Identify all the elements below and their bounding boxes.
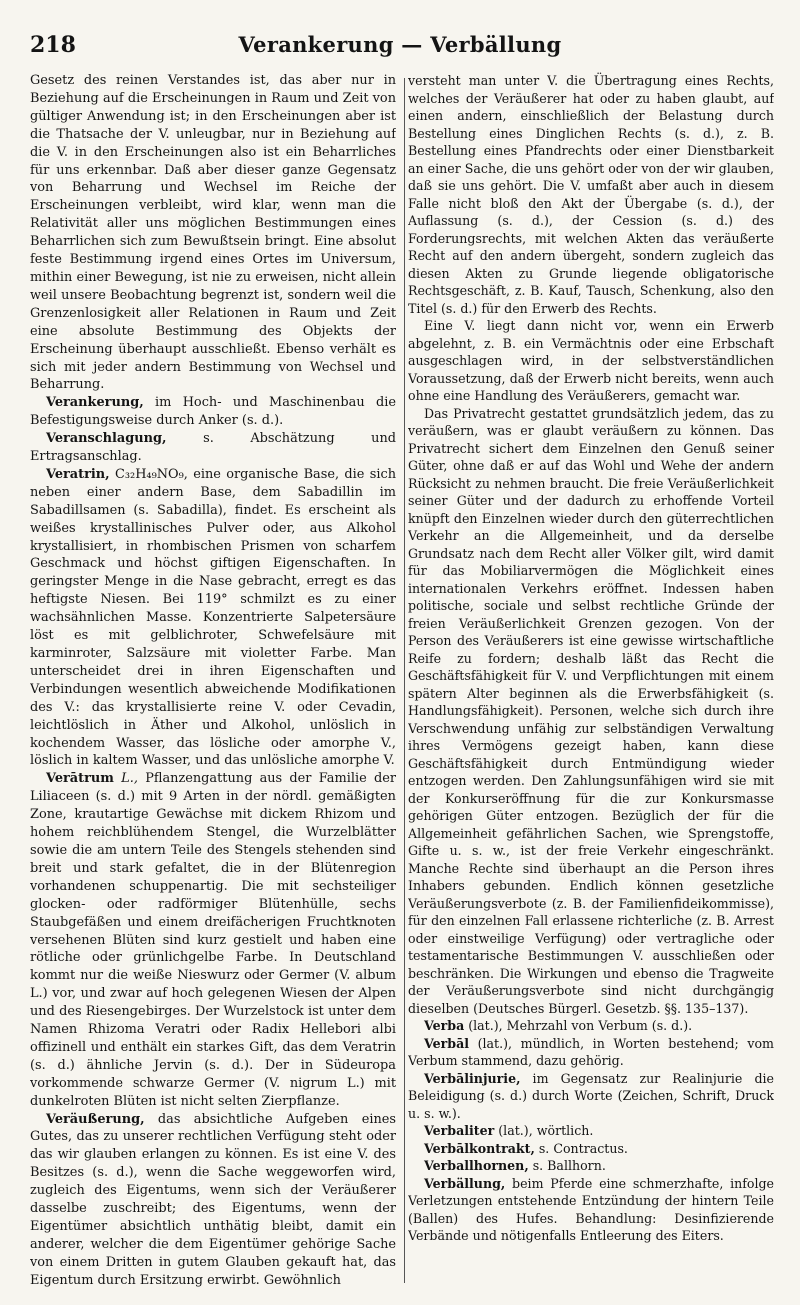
entry-veratrin xyxy=(30,466,396,770)
entry-headword: Verba xyxy=(424,1018,465,1033)
entry-author: L., xyxy=(113,771,138,787)
entry-veraeusserung xyxy=(30,1111,396,1289)
entry-headword: Verbällung, xyxy=(424,1175,506,1191)
entry-verbalinjurie xyxy=(408,1070,774,1123)
entry-headword: Veratrin, xyxy=(46,466,110,482)
entry-definition: (lat.), mündlich, in Worten bestehend; vom Verbum stammend, dazu gehörig. xyxy=(408,1035,774,1068)
entry-headword: Veräußerung, xyxy=(46,1111,145,1127)
entry-definition: Pflanzengattung aus der Familie der Liliaceen (s. d.) mit 9 Arten in der nördl. gemäßigten Zone, krautartige Gewächse mit dickem Rhizom und hohem reichblühendem Stengel, die Wurzelblätter sowie die am untern Teile des Stengels stehenden sind breit und stark gefaltet, die in der Blütenregion vorhandenen schuppenartig. Die mit sechsteiliger glocken- oder radförmiger Blütenhülle, sechs Staubgefäßen und einem dreifächerigen Fruchtknoten versehenen Blüten sind kurz gestielt und haben eine rötliche oder grünlichgelbe Farbe. In Deutschland kommt nur die weiße Nieswurz oder Germer (V. album L.) vor, und zwar auf hoch gelegenen Wiesen der Alpen und des Riesengebirges. Der Wurzelstock ist unter dem Namen Rhizoma Veratri oder Radix Hellebori albi offizinell und enthält ein starkes Gift, das dem Veratrin (s. d.) ähnliche Jervin (s. d.). Der in Südeuropa vorkommende schwarze Germer (V. nigrum L.) mit dunkelroten Blüten ist nicht selten Zierpflanze. xyxy=(30,771,396,1109)
entry-definition: beim Pferde eine schmerzhafte, infolge Verletzungen entstehende Entzündung der hintern Teile (Ballen) des Hufes. Behandlung: Desinfizierende Verbände und nötigenfalls Entleerung des Eiters. xyxy=(408,1175,774,1243)
body-paragraph: Das Privatrecht gestattet grundsätzlich jedem, das zu veräußern, was er glaubt veräußern zu können. Das Privatrecht sichert dem Einzelnen den Genuß seiner Güter, ohne daß er auf das Wohl und Wehe der andern Rücksicht zu nehmen braucht. Die freie Veräußerlichkeit seiner Güter und der dadurch zu erhoffende Vorteil knüpft den Einzelnen wieder durch den güterrechtlichen Verkehr an die Allgemeinheit, und da derselbe Grundsatz nach dem Recht aller Völker gilt, wird damit für das Mobiliarvermögen die Möglichkeit eines internationalen Verkehrs eröffnet. Indessen haben politische, sociale und selbst rechtliche Gründe der freien Veräußerlichkeit Grenzen gezogen. Von der Person des Veräußerers ist eine gewisse wirtschaftliche Reife zu fordern; deshalb läßt das Recht die Geschäftsfähigkeit für V. und Verpflichtungen mit einem spätern Alter beginnen als die Erwerbsfähigkeit (s. Handlungsfähigkeit). Personen, welche sich durch ihre Verschwendung unfähig zur selbständigen Verwaltung ihres Vermögens gezeigt haben, kann diese Geschäftsfähigkeit durch Entmündigung wieder entzogen werden. Den Zahlungsunfähigen wird sie mit der Konkurseröffnung für die zur Konkursmasse gehörigen Güter entzogen. Bezüglich der für die Allgemeinheit gefährlichen Sachen, wie Sprengstoffe, Gifte u. s. w., ist der freie Verkehr eingeschränkt. Manche Rechte sind überhaupt an die Person ihres Inhabers gebunden. Endlich können gesetzliche Veräußerungsverbote (z. B. der Familienfideikommisse), für den einzelnen Fall erlassene richterliche (z. B. Arrest oder einstweilige Verfügung) oder vertragliche oder testamentarische Bestimmungen V. ausschließen oder beschränken. Die Wirkungen und ebenso die Tragweite der Veräußerungsverbote sind nicht durchgängig dieselben (Deutsches Bürgerl. Gesetzb. §§. 135–137). xyxy=(408,405,774,1016)
entry-verballhornen xyxy=(408,1157,774,1175)
entry-definition: C₃₂H₄₉NO₉, eine organische Base, die sich neben einer andern Base, dem Sabadillin im Sabadillsamen (s. Sabadilla), findet. Es erscheint als weißes krystallinisches Pulver oder, aus Alkohol krystallisiert, in rhombischen Prismen von scharfem Geschmack und höchst giftigen Eigenschaften. In geringster Menge in die Nase gebracht, erregt es das heftigste Niesen. Bei 119° schmilzt es zu einer wachsähnlichen Masse. Konzentrierte Salpetersäure löst es mit gelblichroter, Schwefelsäure mit karminroter, Salzsäure mit violetter Farbe. Man unterscheidet drei in ihren Eigenschaften und Verbindungen wesentlich abweichende Modifikationen des V.: das krystallisierte reine V. oder Cevadin, leichtlöslich in Äther und Alkohol, unlöslich in kochendem Wasser, das lösliche oder amorphe V., löslich in kaltem Wasser, und das unlösliche amorphe V. xyxy=(30,466,396,769)
entry-definition: das absichtliche Aufgeben eines Gutes, das zu unserer rechtlichen Verfügung steht oder das wir glauben erlangen zu können. Es ist eine V. des Besitzes (s. d.), wenn die Sache weggeworfen wird, zugleich des Eigentums, wenn sich der Veräußerer dasselbe zuschreibt; des Eigentums, wenn der Eigentümer absichtlich unthätig bleibt, damit ein anderer, welcher die dem Eigentümer gehörige Sache von einem Dritten in gutem Glauben gekauft hat, das Eigentum durch Ersitzung erwirbt. Gewöhnlich xyxy=(30,1111,396,1288)
entry-headword: Verbālkontrakt, xyxy=(424,1140,535,1156)
continuation-paragraph: versteht man unter V. die Übertragung eines Rechts, welches der Veräußerer hat oder zu haben glaubt, auf einen andern, einschließlich der Belastung durch Bestellung eines Dinglichen Rechts (s. d.), z. B. Bestellung eines Pfandrechts oder einer Dienstbarkeit an einer Sache, die uns gehört oder von der wir glauben, daß sie uns gehört. Die V. umfaßt aber auch in diesem Falle nicht bloß den Akt der Übergabe (s. d.), der Auflassung (s. d.), der Cession (s. d.) des Forderungsrechts, mit welchen Akten das veräußerte Recht auf den andern übergeht, sondern zugleich das diesen Akten zu Grunde liegende obligatorische Rechtsgeschäft, z. B. Kauf, Tausch, Schenkung, also den Titel (s. d.) für den Erwerb des Rechts. xyxy=(408,73,774,316)
entry-definition: s. Contractus. xyxy=(534,1140,628,1156)
entry-veranschlagung xyxy=(30,430,396,466)
page-header xyxy=(30,28,770,64)
right-column xyxy=(408,72,774,1289)
entry-definition: s. Ballhorn. xyxy=(528,1158,606,1173)
entry-definition: im Hoch- und Maschinenbau die Befestigungsweise durch Anker (s. d.). xyxy=(30,395,396,429)
entry-verba xyxy=(408,1017,774,1035)
entry-verbaliter xyxy=(408,1122,774,1140)
entry-definition: (lat.), wörtlich. xyxy=(494,1123,594,1138)
text-columns xyxy=(30,72,774,1289)
page-number: 218 xyxy=(30,32,76,58)
entry-headword: Verankerung, xyxy=(46,395,144,411)
running-head: Verankerung — Verbällung xyxy=(238,32,562,57)
entry-verbaellung xyxy=(408,1175,774,1245)
entry-headword: Verballhornen, xyxy=(424,1158,529,1173)
entry-headword: Verbaliter xyxy=(424,1123,495,1138)
entry-headword: Verbāl xyxy=(424,1035,470,1051)
entry-headword: Verātrum xyxy=(46,771,114,787)
entry-veratrum xyxy=(30,770,396,1110)
body-paragraph: Eine V. liegt dann nicht vor, wenn ein Erwerb abgelehnt, z. B. ein Vermächtnis oder eine Erbschaft ausgeschlagen wird, in der selbstverständlichen Voraussetzung, daß der Erwerb nicht bereits, wenn auch ohne eine Handlung des Veräußerers, gemacht war. xyxy=(408,318,774,403)
continuation-paragraph: Gesetz des reinen Verstandes ist, das aber nur in Beziehung auf die Erscheinungen in Raum und Zeit von gültiger Anwendung ist; in den Erscheinungen aber ist die Thatsache der V. unleugbar, nur in Beziehung auf die V. in den Erscheinungen also ist ein Beharrliches für uns erkennbar. Daß aber dieser ganze Gegensatz von Beharrung und Wechsel im Reiche der Erscheinungen verbleibt, wird klar, wenn man die Relativität aller uns möglichen Bestimmungen eines Beharrlichen sich zum Bewußtsein bringt. Eine absolut feste Bestimmung irgend eines Ortes im Universum, mithin einer Bewegung, ist nie zu erweisen, nicht allein weil unsere Beobachtung begrenzt ist, sondern weil die Grenzenlosigkeit aller Relationen in Raum und Zeit eine absolute Bestimmung des Objekts der Erscheinung überhaupt ausschließt. Ebenso verhält es sich mit jeder andern Bestimmung von Wechsel und Beharrung. xyxy=(30,73,396,393)
entry-verbal xyxy=(408,1035,774,1070)
entry-definition: im Gegensatz zur Realinjurie die Beleidigung (s. d.) durch Worte (Zeichen, Schrift, Druck u. s. w.). xyxy=(408,1070,774,1121)
left-column xyxy=(30,72,396,1289)
entry-verbalkontrakt xyxy=(408,1140,774,1158)
entry-headword: Verbālinjurie, xyxy=(424,1070,521,1086)
entry-definition: s. Abschätzung und Ertragsanschlag. xyxy=(30,431,396,465)
entry-headword: Veranschlagung, xyxy=(46,431,167,447)
entry-definition: (lat.), Mehrzahl von Verbum (s. d.). xyxy=(464,1018,693,1033)
entry-verankerung xyxy=(30,394,396,430)
